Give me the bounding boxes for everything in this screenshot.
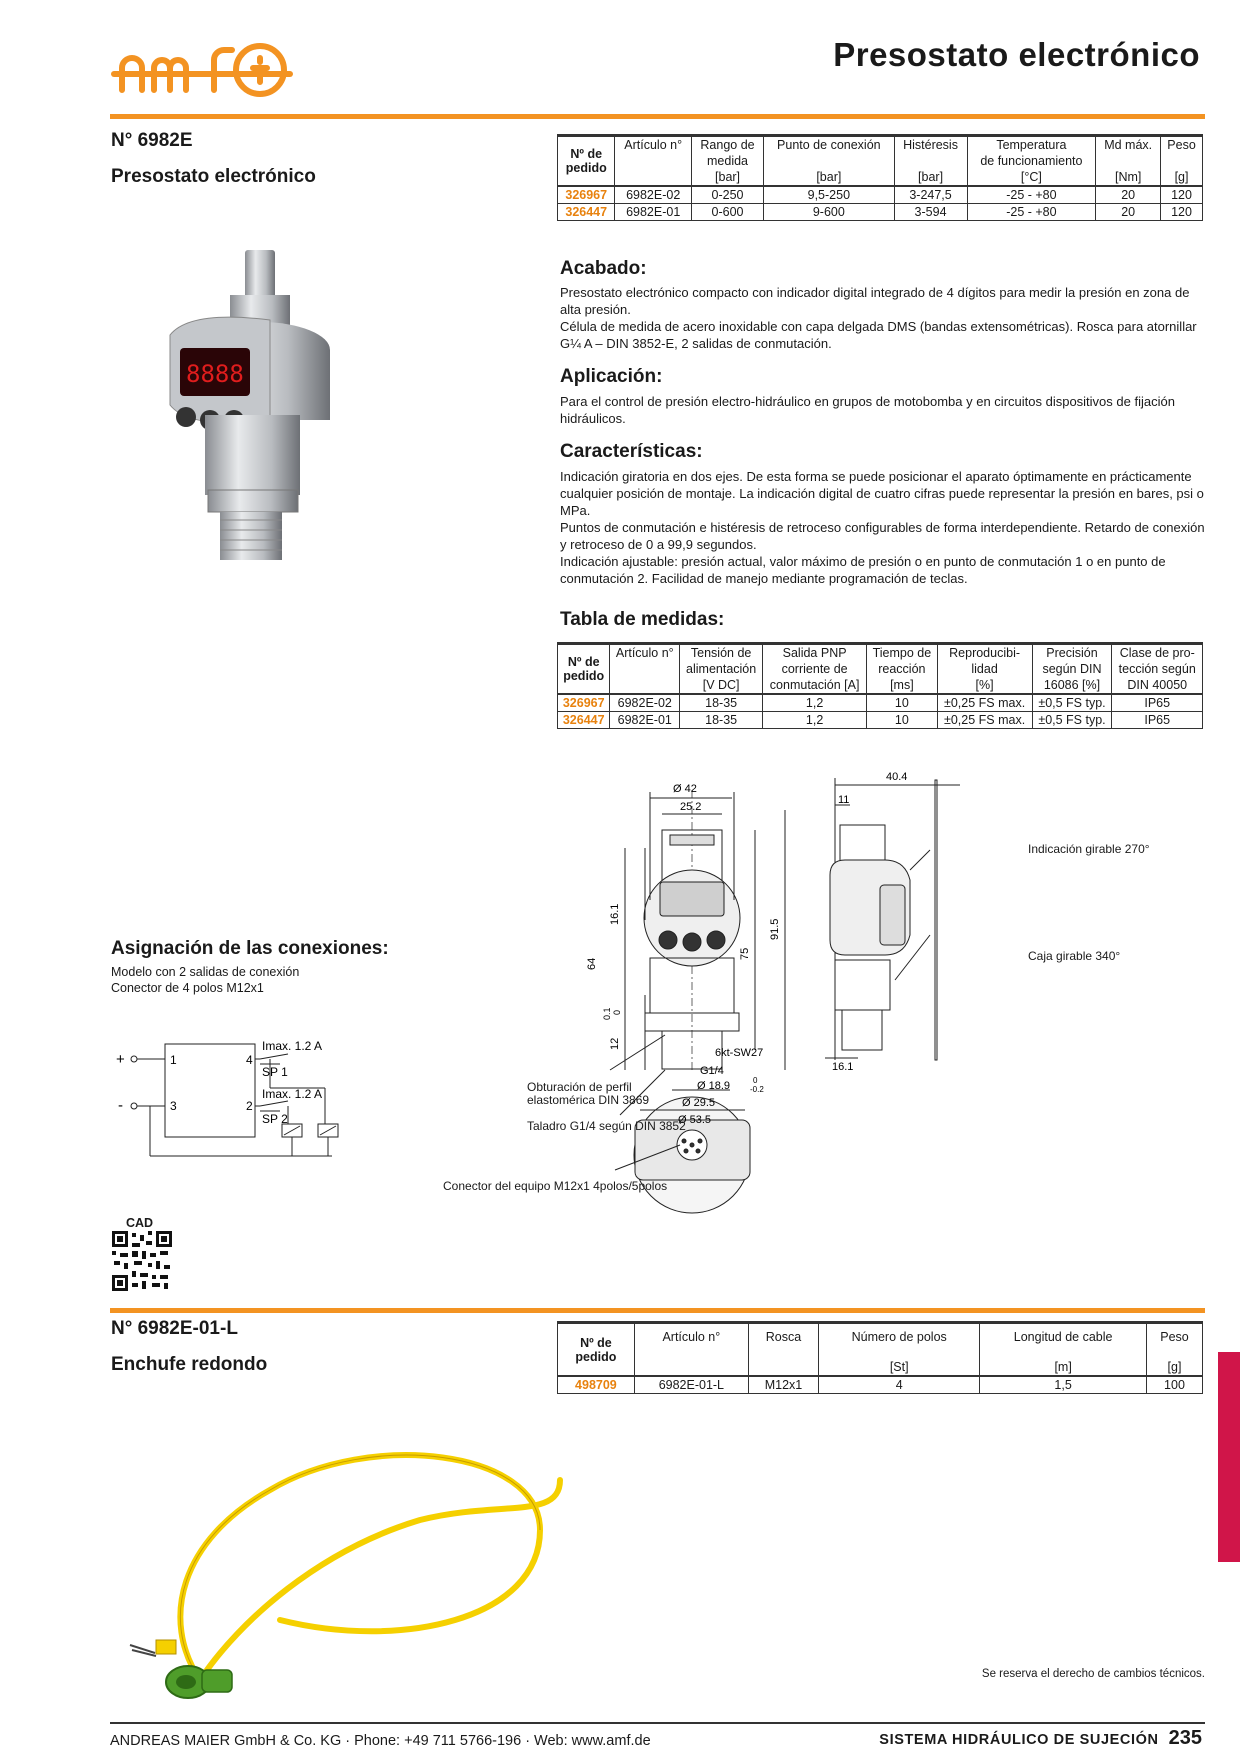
dim-sw: 6kt-SW27 xyxy=(715,1047,764,1059)
header-peso: Peso xyxy=(1161,136,1203,154)
order-number-link[interactable]: 326447 xyxy=(558,712,610,729)
header-rule xyxy=(110,114,1205,119)
pin-1: 1 xyxy=(170,1053,177,1067)
wire-minus: - xyxy=(118,1097,123,1114)
header-tension-unit: [V DC] xyxy=(702,678,740,692)
header-rango: Rango de xyxy=(691,136,763,154)
footer-section-name: SISTEMA HIDRÁULICO DE SUJECIÓN xyxy=(879,1732,1159,1748)
header-repro-unit: [%] xyxy=(975,678,994,692)
dim-d42: Ø 42 xyxy=(673,783,697,795)
header-salida-2: corriente de xyxy=(781,662,848,676)
cell-histeresis: 3-247,5 xyxy=(894,186,967,204)
header-pedido: Nº de pedido xyxy=(558,644,610,695)
product-name: Presostato electrónico xyxy=(111,166,316,187)
footer-company: ANDREAS MAIER GmbH & Co. KG · Phone: +49 711 5766-196 · Web: www.amf.de xyxy=(110,1733,651,1749)
table-row xyxy=(558,186,1203,204)
section-tab xyxy=(1218,1352,1240,1562)
header-salida: Salida PNP xyxy=(782,646,847,660)
header-precision-2: según DIN xyxy=(1042,662,1102,676)
header-hist-unit: [bar] xyxy=(918,170,944,184)
table-row xyxy=(558,694,1203,712)
dim-d75: 75 xyxy=(739,947,751,960)
sp-1: SP 1 xyxy=(262,1065,288,1079)
cell-tension: 18-35 xyxy=(680,694,763,712)
label-indicacion-girable: Indicación girable 270° xyxy=(1028,842,1150,856)
header-histeresis: Histéresis xyxy=(894,136,967,154)
product2-name: Enchufe redondo xyxy=(111,1354,268,1375)
header-temp: Temperatura xyxy=(967,136,1096,154)
dim-d91: 91.5 xyxy=(769,918,781,940)
medidas-heading: Tabla de medidas: xyxy=(560,609,725,630)
caracteristicas-p1: Indicación giratoria en dos ejes. De esta forma se puede posicionar el aparato óptimamente en prácticamente cualquier posición de montaje. La indicación digital de cuatro cifras puede representar la presión en bares, psi o MPa. xyxy=(560,469,1204,518)
dim-d0: 0 xyxy=(612,1009,622,1015)
label-caja-girable: Caja girable 340° xyxy=(1028,949,1121,963)
header-rosca: Rosca xyxy=(765,1330,802,1344)
section-rule xyxy=(110,1308,1205,1313)
header-rango-2: medida xyxy=(707,154,749,168)
cell-histeresis: 3-594 xyxy=(894,204,967,221)
header-clase: Clase de pro- xyxy=(1119,646,1195,660)
product-number: N° 6982E xyxy=(111,130,193,151)
caracteristicas-p2: Puntos de conmutación e histéresis de retroceso configurables de forma interdependiente. Retardo de conexión y retroceso de 0 a 99,9 segundos. xyxy=(560,520,1205,552)
order-number-link[interactable]: 326967 xyxy=(558,186,615,204)
header-pedido: Nº de pedido xyxy=(558,136,615,187)
table-row xyxy=(558,204,1203,221)
header-polos-unit: [St] xyxy=(889,1360,909,1374)
cell-peso: 120 xyxy=(1161,204,1203,221)
header-tiempo: Tiempo de xyxy=(872,646,932,660)
table-header-row xyxy=(558,136,1203,154)
acabado-text xyxy=(560,284,1210,352)
cell-temp: -25 - +80 xyxy=(967,204,1096,221)
header-repro-2: lidad xyxy=(971,662,998,676)
cell-longitud: 1,5 xyxy=(980,1376,1147,1394)
conexiones-heading: Asignación de las conexiones: xyxy=(111,938,389,959)
cell-peso: 120 xyxy=(1161,186,1203,204)
cad-label: CAD xyxy=(126,1216,154,1230)
cell-precision: ±0,5 FS typ. xyxy=(1032,694,1112,712)
cell-repro: ±0,25 FS max. xyxy=(937,694,1032,712)
header-temp-2: de funcionamiento xyxy=(980,154,1083,168)
cell-tiempo: 10 xyxy=(867,712,938,729)
dim-d25: 25.2 xyxy=(680,801,702,813)
cell-rango: 0-600 xyxy=(691,204,763,221)
cad-qr-icon[interactable] xyxy=(112,1231,172,1291)
dim-d161b: 16.1 xyxy=(832,1061,854,1073)
cell-clase: IP65 xyxy=(1112,694,1203,712)
cell-articulo: 6982E-01 xyxy=(615,204,691,221)
conexiones-line1: Modelo con 2 salidas de conexión xyxy=(111,965,300,979)
caracteristicas-text xyxy=(560,468,1210,587)
header-tiempo-2: reacción xyxy=(878,662,926,676)
header-repro: Reproducibi- xyxy=(949,646,1021,660)
table-row xyxy=(558,1376,1203,1394)
aplicacion-text: Para el control de presión electro-hidráulico en grupos de motobomba y en circuitos dispositivos de fijación hidráulicos. xyxy=(560,394,1175,426)
cell-rango: 0-250 xyxy=(691,186,763,204)
cell-polos: 4 xyxy=(819,1376,980,1394)
header-polos: Número de polos xyxy=(851,1330,947,1344)
pressure-switch-photo xyxy=(160,250,330,580)
header-tiempo-unit: [ms] xyxy=(890,678,914,692)
cell-salida: 1,2 xyxy=(763,694,867,712)
header-salida-unit: conmutación [A] xyxy=(769,678,860,692)
svg-text:8888: 8888 xyxy=(186,360,244,388)
wire-plus: + xyxy=(116,1051,125,1068)
order-number-link[interactable]: 326967 xyxy=(558,694,610,712)
header-pedido: Nº de pedido xyxy=(558,1323,635,1377)
header-articulo: Artículo n° xyxy=(662,1330,721,1344)
acabado-p2: Célula de medida de acero inoxidable con capa delgada DMS (bandas extensométricas). Rosca para atornillar G¼ A – DIN 3852-E, 2 salidas de conmutación. xyxy=(560,319,1197,351)
cell-articulo: 6982E-02 xyxy=(615,186,691,204)
dim-d01: 0.1 xyxy=(602,1007,612,1020)
header-punto-unit: [bar] xyxy=(816,170,842,184)
caracteristicas-p3: Indicación ajustable: presión actual, valor máximo de presión o en punto de conmutación 1 o en punto de conmutación 2. Facilidad de manejo mediante programación de teclas. xyxy=(560,554,1166,586)
conexiones-line2: Conector de 4 polos M12x1 xyxy=(111,981,264,995)
dim-d189: Ø 18.9 xyxy=(697,1080,731,1092)
header-rango-unit: [bar] xyxy=(715,170,741,184)
label-obturacion-1: Obturación de perfil xyxy=(527,1080,632,1094)
imax-1: Imax. 1.2 A xyxy=(262,1039,323,1053)
cell-clase: IP65 xyxy=(1112,712,1203,729)
acabado-heading: Acabado: xyxy=(560,258,647,279)
page-title: Presostato electrónico xyxy=(833,36,1200,73)
header-longitud: Longitud de cable xyxy=(1013,1330,1113,1344)
product2-number: N° 6982E-01-L xyxy=(111,1318,238,1339)
header-md-unit: [Nm] xyxy=(1114,170,1142,184)
cell-articulo: 6982E-01 xyxy=(610,712,680,729)
dim-tol0: 0 xyxy=(753,1076,758,1085)
order-number-link[interactable]: 326447 xyxy=(558,204,615,221)
header-precision: Precisión xyxy=(1046,646,1098,660)
footer-rule xyxy=(110,1722,1205,1724)
note-text: Se reserva el derecho de cambios técnicos. xyxy=(981,1668,1205,1680)
dim-d535: Ø 53.5 xyxy=(678,1114,712,1126)
cell-peso: 100 xyxy=(1146,1376,1202,1394)
header-tension-2: alimentación xyxy=(686,662,757,676)
plug-table xyxy=(557,1321,1203,1394)
header-precision-unit: 16086 [%] xyxy=(1043,678,1101,692)
pin-4: 4 xyxy=(246,1053,253,1067)
order-number-link[interactable]: 498709 xyxy=(558,1376,635,1394)
label-obturacion-2: elastomérica DIN 3869 xyxy=(527,1093,650,1107)
dim-d295: Ø 29.5 xyxy=(682,1097,716,1109)
dim-g14: G1/4 xyxy=(700,1065,724,1077)
cell-repro: ±0,25 FS max. xyxy=(937,712,1032,729)
cell-md: 20 xyxy=(1096,186,1161,204)
cell-punto: 9-600 xyxy=(764,204,894,221)
label-taladro: Taladro G1/4 según DIN 3852 xyxy=(527,1119,686,1133)
header-longitud-unit: [m] xyxy=(1054,1360,1072,1374)
cell-temp: -25 - +80 xyxy=(967,186,1096,204)
cell-articulo: 6982E-02 xyxy=(610,694,680,712)
label-conector: Conector del equipo M12x1 4polos/5polos xyxy=(443,1179,668,1193)
cell-md: 20 xyxy=(1096,204,1161,221)
header-peso-unit: [g] xyxy=(1174,170,1189,184)
page-number: 235 xyxy=(1168,1727,1202,1749)
table-row xyxy=(558,712,1203,729)
header-md: Md máx. xyxy=(1096,136,1161,154)
amf-logo xyxy=(110,38,300,102)
dim-d11: 11 xyxy=(838,794,850,806)
pin-3: 3 xyxy=(170,1099,177,1113)
header-peso-unit: [g] xyxy=(1167,1360,1182,1374)
dim-d16: 16.1 xyxy=(609,903,621,925)
cell-salida: 1,2 xyxy=(763,712,867,729)
header-clase-unit: DIN 40050 xyxy=(1127,678,1188,692)
header-tension: Tensión de xyxy=(690,646,752,660)
dim-tol02: -0.2 xyxy=(750,1085,764,1094)
header-articulo: Artículo n° xyxy=(615,646,674,660)
imax-2: Imax. 1.2 A xyxy=(262,1087,323,1101)
dim-d64: 64 xyxy=(586,957,598,970)
header-articulo: Artículo n° xyxy=(615,136,691,154)
cable-photo xyxy=(120,1420,580,1710)
footer-section xyxy=(879,1727,1202,1750)
specifications-table xyxy=(557,134,1203,221)
cell-tiempo: 10 xyxy=(867,694,938,712)
cell-articulo: 6982E-01-L xyxy=(634,1376,748,1394)
wiring-diagram xyxy=(110,1038,350,1163)
cell-precision: ±0,5 FS typ. xyxy=(1032,712,1112,729)
header-peso: Peso xyxy=(1160,1330,1189,1344)
cell-tension: 18-35 xyxy=(680,712,763,729)
header-clase-2: tección según xyxy=(1118,662,1196,676)
header-temp-unit: [°C] xyxy=(1020,170,1042,184)
pin-2: 2 xyxy=(246,1099,253,1113)
cell-rosca: M12x1 xyxy=(748,1376,818,1394)
cell-punto: 9,5-250 xyxy=(764,186,894,204)
header-punto: Punto de conexión xyxy=(764,136,894,154)
sp-2: SP 2 xyxy=(262,1112,288,1126)
aplicacion-heading: Aplicación: xyxy=(560,366,663,387)
caracteristicas-heading: Características: xyxy=(560,441,703,462)
measurements-table xyxy=(557,642,1203,729)
acabado-p1: Presostato electrónico compacto con indicador digital integrado de 4 dígitos para medir la presión en zona de alta presión. xyxy=(560,285,1190,317)
dim-d404: 40.4 xyxy=(886,771,908,783)
dim-d12: 12 xyxy=(609,1037,621,1050)
